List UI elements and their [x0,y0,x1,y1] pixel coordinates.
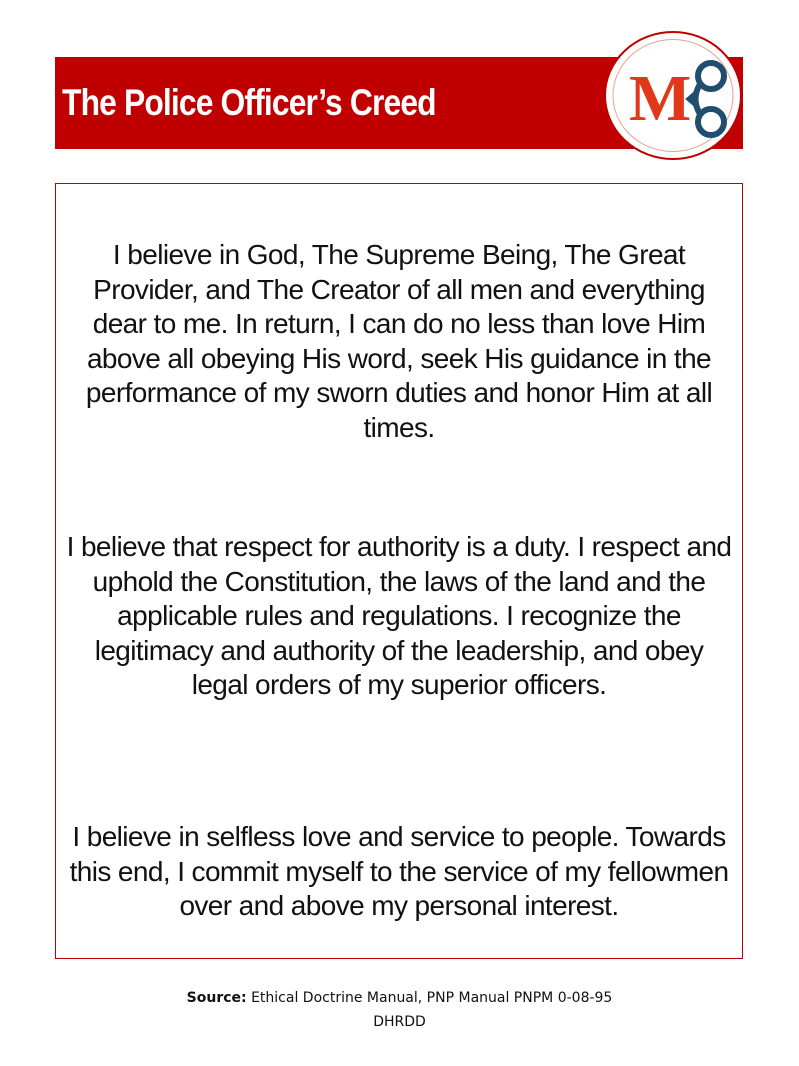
creed-paragraph-service: I believe in selfless love and service to people. Towards this end, I commit myself to the service of my fellowmen over and above my personal interest. [69,821,729,922]
creed-box [55,183,743,959]
creed-paragraph-god: I believe in God, The Supreme Being, The Great Provider, and The Creator of all men and everything dear to me. In return, I can do no less than love Him above all obeying His word, seek His guidance in the performance of my sworn duties and honor Him at all times. [85,239,713,443]
creed-paragraph-authority: I believe that respect for authority is a duty. I respect and uphold the Constitution, the laws of the land and the applicable rules and regulations. I recognize the legitimacy and authority of the leadership, and obey legal orders of my superior officers. [66,531,732,701]
logo-letter: M [629,62,692,135]
source-citation [0,986,799,1034]
source-label: Source: [186,990,247,1006]
mg-logo [603,30,743,161]
source-text: Ethical Doctrine Manual, PNP Manual PNPM 0-08-95 [251,990,613,1006]
logo-graphic [603,30,743,161]
source-department: DHRDD [373,1014,426,1030]
page-title: The Police Officer’s Creed [62,82,436,123]
